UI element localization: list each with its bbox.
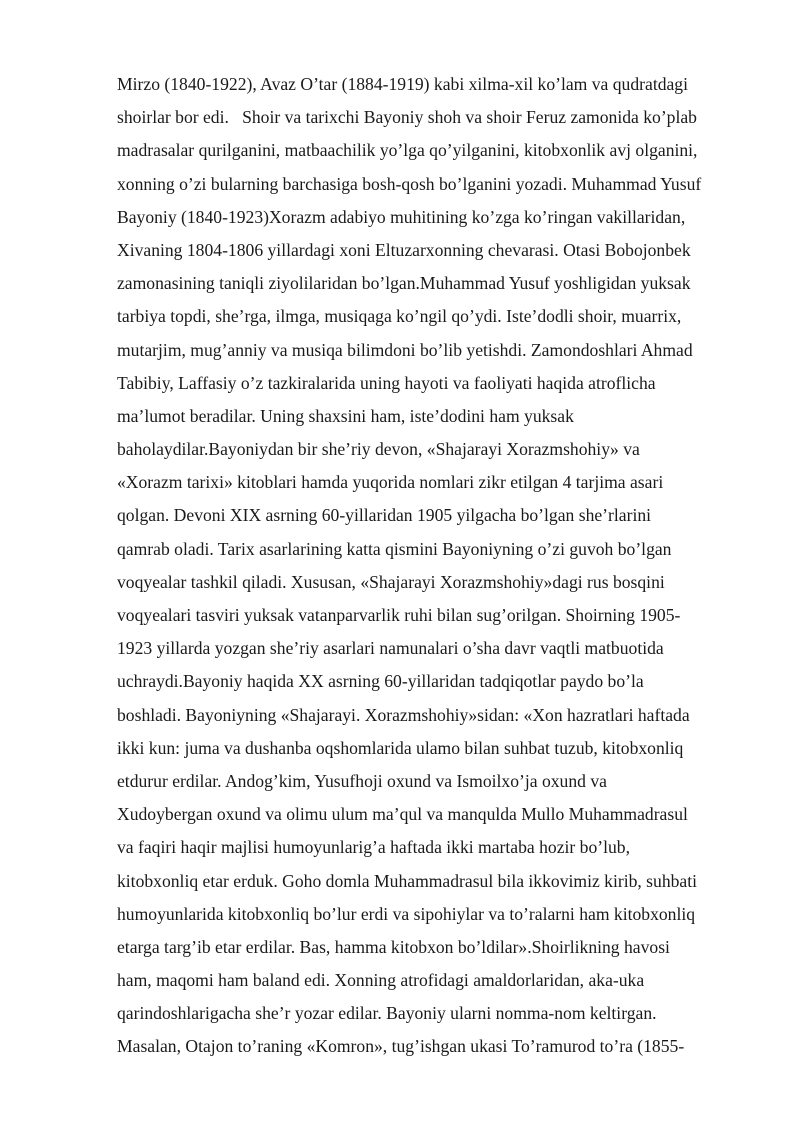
text-line: Xivaning 1804-1806 yillardagi xoni Eltuzarxonning chevarasi. Otasi Bobojonbek	[117, 239, 691, 260]
text-line: ham, maqomi ham baland edi. Xonning atrofidagi amaldorlaridan, aka-uka	[117, 970, 645, 991]
text-line: 1923 yillarda yozgan she’riy asarlari namunalari o’sha davr vaqtli matbuotida	[117, 638, 664, 659]
text-line: zamonasining taniqli ziyolilaridan bo’lgan.Muhammad Yusuf yoshligidan yuksak	[117, 273, 691, 294]
text-line: voqyealari tasviri yuksak vatanparvarlik ruhi bilan sug’orilgan. Shoirning 1905-	[117, 605, 681, 625]
text-line: va faqiri haqir majlisi humoyunlarig’a haftada ikki martaba hozir bo’lub,	[117, 837, 630, 858]
text-line: ma’lumot beradilar. Uning shaxsini ham, iste’dodini ham yuksak	[117, 405, 574, 426]
text-line: voqyealar tashkil qiladi. Xususan, «Shajarayi Xorazmshohiy»dagi rus bosqini	[117, 571, 665, 592]
text-line: etdurur erdilar. Andog’kim, Yusufhoji oxund va Ismoilxo’ja oxund va	[117, 770, 607, 791]
text-line: shoirlar bor edi. Shoir va tarixchi Bayoniy shoh va shoir Feruz zamonida ko’plab	[117, 107, 697, 128]
text-line: xonning o’zi bularning barchasiga bosh-qosh bo’lganini yozadi. Muhammad Yusuf	[117, 173, 702, 194]
text-line: tarbiya topdi, she’rga, ilmga, musiqaga ko’ngil qo’ydi. Iste’dodli shoir, muarrix,	[117, 306, 682, 327]
text-line: kitobxonliq etar erduk. Goho domla Muhammadrasul bila ikkovimiz kirib, suhbati	[117, 870, 698, 891]
text-line: qamrab oladi. Tarix asarlarining katta qismini Bayoniyning o’zi guvoh bo’lgan	[117, 538, 672, 559]
text-line: ikki kun: juma va dushanba oqshomlarida ulamo bilan suhbat tuzub, kitobxonliq	[117, 737, 684, 758]
text-line: madrasalar qurilganini, matbaachilik yo’lga qo’yilganini, kitobxonlik avj olganini,	[117, 140, 698, 161]
text-line: Bayoniy (1840-1923)Xorazm adabiyo muhitining ko’zga ko’ringan vakillaridan,	[117, 206, 686, 227]
body-text	[117, 68, 757, 1064]
text-line: «Xorazm tarixi» kitoblari hamda yuqorida nomlari zikr etilgan 4 tarjima asari	[117, 472, 664, 493]
text-line: baholaydilar.Bayoniydan bir she’riy devon, «Shajarayi Xorazmshohiy» va	[117, 439, 640, 460]
text-line: boshladi. Bayoniyning «Shajarayi. Xorazmshohiy»sidan: «Xon hazratlari haftada	[117, 704, 690, 725]
text-line: Mirzo (1840-1922), Avaz O’tar (1884-1919) kabi xilma-xil ko’lam va qudratdagi	[117, 74, 688, 94]
text-line: Xudoybergan oxund va olimu ulum ma’qul va manqulda Mullo Muhammadrasul	[117, 804, 688, 825]
text-line: etarga targ’ib etar erdilar. Bas, hamma kitobxon bo’ldilar».Shoirlikning havosi	[117, 936, 670, 957]
text-line: humoyunlarida kitobxonliq bo’lur erdi va sipohiylar va to’ralarni ham kitobxonliq	[117, 903, 696, 924]
text-line: qarindoshlarigacha she’r yozar edilar. Bayoniy ularni nomma-nom keltirgan.	[117, 1003, 657, 1024]
text-line: Tabibiy, Laffasiy o’z tazkiralarida uning hayoti va faoliyati haqida atroflicha	[117, 372, 656, 393]
text-line: mutarjim, mug’anniy va musiqa bilimdoni bo’lib yetishdi. Zamondoshlari Ahmad	[117, 339, 693, 360]
text-line: qolgan. Devoni XIX asrning 60-yillaridan 1905 yilgacha bo’lgan she’rlarini	[117, 505, 652, 526]
text-line: Masalan, Otajon to’raning «Komron», tug’ishgan ukasi To’ramurod to’ra (1855-	[117, 1036, 685, 1057]
text-line: uchraydi.Bayoniy haqida XX asrning 60-yillaridan tadqiqotlar paydo bo’la	[117, 671, 644, 692]
